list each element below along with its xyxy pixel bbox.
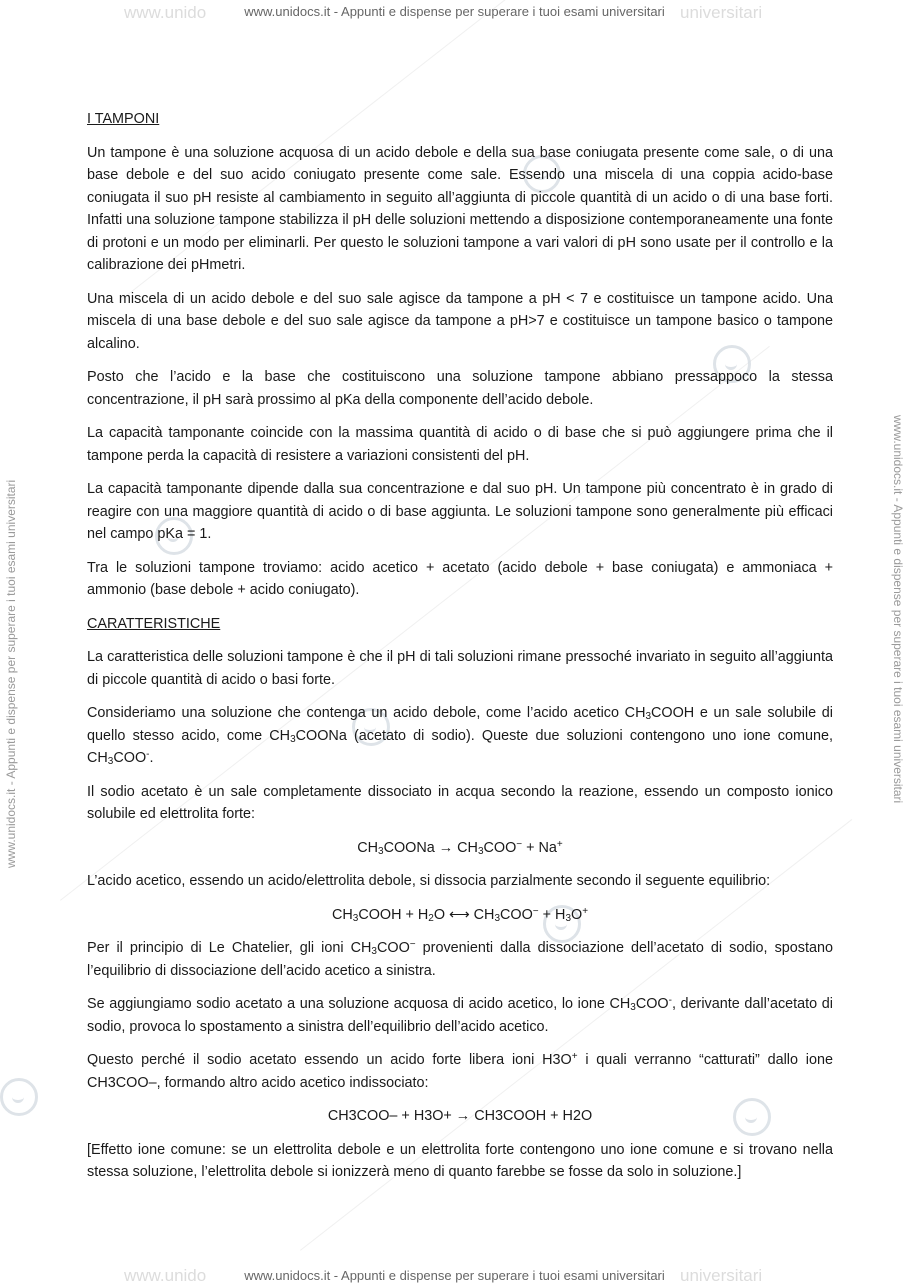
paragraph-note: [Effetto ione comune: se un elettrolita debole e un elettrolita forte contengono uno ione comune e si trovano nella stessa soluzione, l’elettrolita debole si ionizzerà meno di quanto farebbe se fosse da solo in soluzione.] xyxy=(87,1141,833,1180)
equation-buffer-reaction: CH3COO– + H3O+ → CH3COOH + H2O xyxy=(327,1108,593,1124)
watermark-ghost-text: universitari xyxy=(680,1266,763,1285)
paragraph: Questo perché il sodio acetato essendo un acido forte libera ioni H3O+ i quali verranno “catturati” dallo ione CH3COO–, formando altro acido acetico indissociato: xyxy=(87,1051,833,1091)
section-heading-tamponi: I TAMPONI xyxy=(87,111,160,127)
document-body xyxy=(87,108,833,1195)
equation-equilibrium: $CH_3COOH + H_2O$ ⟷ $CH_3COO^- + H_3O^+$ xyxy=(331,905,589,924)
paragraph: Una miscela di un acido debole e del suo sale agisce da tampone a pH < 7 e costituisce un tampone acido. Una miscela di una base debole e del suo sale agisce da tampone a pH>7 e costituisce un tampone basico o tampone alcalino. xyxy=(87,290,833,352)
watermark-ghost-text: www.unido xyxy=(124,1266,207,1285)
watermark-side-left: www.unidocs.it - Appunti e dispense per superare i tuoi esami universitari xyxy=(4,479,18,868)
paragraph: La capacità tamponante coincide con la massima quantità di acido o di base che si può aggiungere prima che il tampone perda la capacità di resistere a variazioni consistenti del pH. xyxy=(87,425,833,464)
watermark-ghost-text: www.unido xyxy=(124,3,207,22)
section-heading-caratteristiche: CARATTERISTICHE xyxy=(87,615,221,632)
paragraph: Posto che l’acido e la base che costituiscono una soluzione tampone abbiano pressappoco la stessa concentrazione, il pH sarà prossimo al pKa della componente dell’acido debole. xyxy=(87,369,833,408)
paragraph: Per il principio di Le Chatelier, gli ioni $CH_3COO^-$ provenienti dalla dissociazione dell’acetato di sodio, spostano l’equilibrio di dissociazione dell’acido acetico a sinistra. xyxy=(87,939,834,979)
paragraph: Tra le soluzioni tampone troviamo: acido acetico + acetato (acido debole + base coniugata) e ammoniaca + ammonio (base debole + acido coniugato). xyxy=(87,559,833,598)
paragraph: La caratteristica delle soluzioni tampone è che il pH di tali soluzioni rimane pressoché invariato in seguito all’aggiunta di piccole quantità di acido o basi forte. xyxy=(87,649,833,688)
paragraph: Consideriamo una soluzione che contenga un acido debole, come l’acido acetico $CH_3COOH$ e un sale solubile di quello stesso acido, come $CH_3COONa$ (acetato di sodio). Queste due soluzioni contengono uno ione comune, $CH_3COO^-$. xyxy=(87,705,834,767)
watermark-header: www.unidocs.it - Appunti e dispense per superare i tuoi esami universitari xyxy=(244,4,665,19)
watermark-footer: www.unidocs.it - Appunti e dispense per superare i tuoi esami universitari xyxy=(244,1268,665,1283)
watermark-ghost-text: universitari xyxy=(680,3,763,22)
paragraph: La capacità tamponante dipende dalla sua concentrazione e dal suo pH. Un tampone più concentrato è in grado di reagire con una maggiore quantità di acido o di base aggiunta. Le soluzioni tampone sono generalmente più efficaci nel campo pKa = 1. xyxy=(87,481,833,542)
paragraph: Se aggiungiamo sodio acetato a una soluzione acquosa di acido acetico, lo ione $CH_3COO^-$, derivante dall’acetato di sodio, provoca lo spostamento a sinistra dell’equilibrio dell’acido acetico. xyxy=(87,995,833,1035)
equation-dissociation: $CH_3COONa \to CH_3COO^- + Na^+$ xyxy=(357,838,563,857)
paragraph: L’acido acetico, essendo un acido/elettrolita debole, si dissocia parzialmente secondo il seguente equilibrio: xyxy=(87,873,771,889)
watermark-logo-icon xyxy=(0,1078,38,1116)
paragraph: Un tampone è una soluzione acquosa di un acido debole e della sua base coniugata presente come sale, o di una base debole e del suo acido coniugato presente come sale. Essendo una miscela di una coppia acido-base coniugata il suo pH resiste al cambiamento in seguito all’aggiunta di piccole quantità di un acido o di una base forti. Infatti una soluzione tampone stabilizza il pH delle soluzioni mettendo a disposizione contemporaneamente una fonte di protoni e un modo per eliminarli. Per questo le soluzioni tampone a vari valori di pH sono usate per il controllo e la calibrazione dei pHmetri. xyxy=(87,144,833,273)
paragraph: Il sodio acetato è un sale completamente dissociato in acqua secondo la reazione, essendo un composto ionico solubile ed elettrolita forte: xyxy=(87,783,833,822)
watermark-side-right: www.unidocs.it - Appunti e dispense per superare i tuoi esami universitari xyxy=(891,415,905,804)
